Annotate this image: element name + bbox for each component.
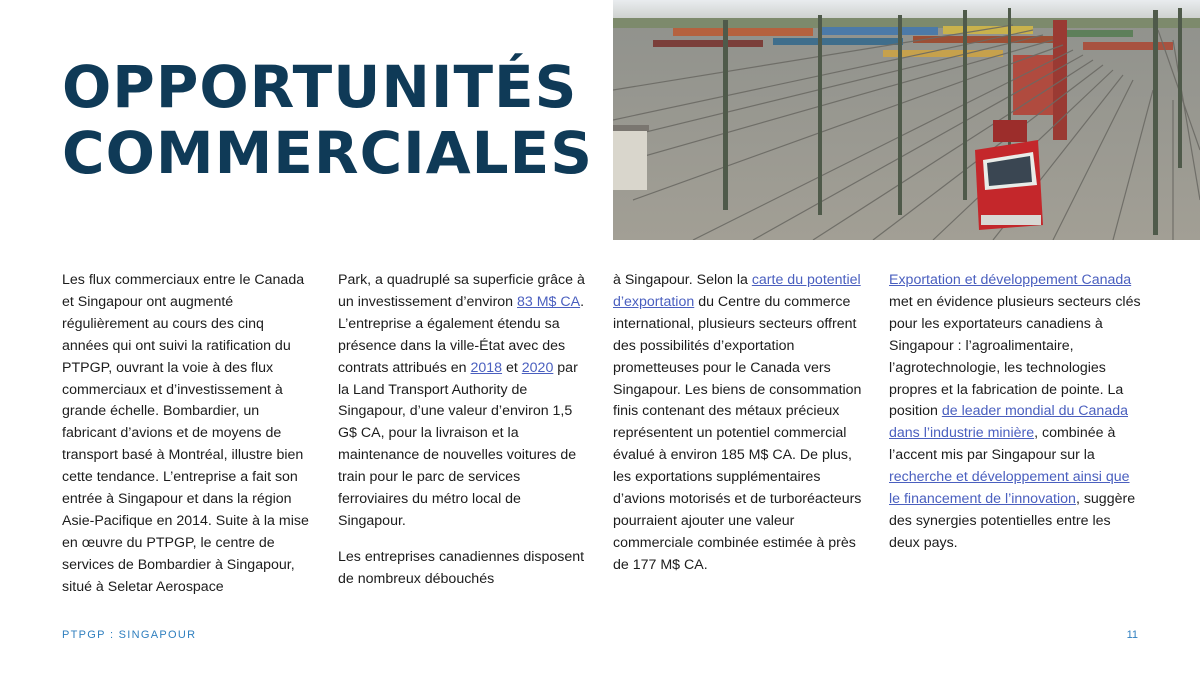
link-export-potential-map[interactable]: carte du potentiel d’exportation [613,272,861,310]
page-title [62,54,593,186]
page-number: 11 [1126,629,1138,641]
text-run: . L’entreprise a également étendu sa présence dans la ville-État avec des contrats attribués en [338,293,585,376]
text-run: met en évidence plusieurs secteurs clés pour les exportateurs canadiens à Singapour : l’agroalimentaire, l’agrotechnologie, les technologies propres et la fabrication de pointe. La position [889,293,1141,420]
link-83m[interactable]: 83 M$ CA [517,293,581,310]
page-title-line1: OPPORTUNITÉS [62,53,578,121]
page-title-line2: COMMERCIALES [62,119,593,187]
text-run: , suggère des synergies potentielles entre les deux pays. [889,491,1136,551]
paragraph: Les flux commerciaux entre le Canada et Singapour ont augmenté régulièrement au cours des cinq années qui ont suivi la ratification du PTPGP, ouvrant la voie à des flux commerciaux et d’investissement à grande échelle. Bombardier, un fabricant d’avions et de moyens de transport basé à Montréal, illustre bien cette tendance. L’entreprise a fait son entrée à Singapour et dans la région Asie-Pacifique en 2014. Suite à la mise en œuvre du PTPGP, le centre de services de Bombardier à Singapour, situé à Seletar Aerospace [62,272,309,595]
paragraph [613,270,865,577]
text-run: Park, a quadruplé sa superficie grâce à un investissement d’environ [338,272,585,310]
link-rnd-innovation[interactable]: recherche et développement ainsi que le financement de l’innovation [889,469,1130,508]
text-column-4 [889,270,1141,569]
text-run: et [502,359,522,376]
text-run: , combinée à l’accent mis par Singapour sur la [889,425,1116,464]
paragraph [889,270,1141,555]
rail-yard-photo [613,0,1200,240]
link-edc[interactable]: Exportation et développement Canada [889,272,1132,288]
text-run: du Centre du commerce international, plusieurs secteurs offrent des possibilités d’exportation prometteuses pour le Canada vers Singapour. Les biens de consommation finis contenant des métaux précieux représentent un potentiel commercial évalué à environ 185 M$ CA. De plus, les exportations supplémentaires d’avions motorisés et de turboréacteurs pourraient ajouter une valeur commerciale combinée estimée à près de 177 M$ CA. [613,293,862,573]
text-run: à Singapour. Selon la [613,272,752,288]
paragraph: Les entreprises canadiennes disposent de nombreux débouchés [338,548,585,587]
footer-section-label: PTPGP : SINGAPOUR [62,629,197,641]
paragraph [338,270,590,533]
text-column-2 [338,270,590,605]
text-run: par la Land Transport Authority de Singapour, d’une valeur d’environ 1,5 G$ CA, pour la livraison et la maintenance de nouvelles voitures de train pour le parc de services ferroviaires du métro local de Singapour. [338,359,578,529]
link-mining-leader[interactable]: de leader mondial du Canada dans l’industrie minière [889,403,1128,442]
link-2020[interactable]: 2020 [521,359,554,376]
text-column-3 [613,270,865,591]
link-2018[interactable]: 2018 [470,359,503,376]
text-column-1 [62,270,314,613]
